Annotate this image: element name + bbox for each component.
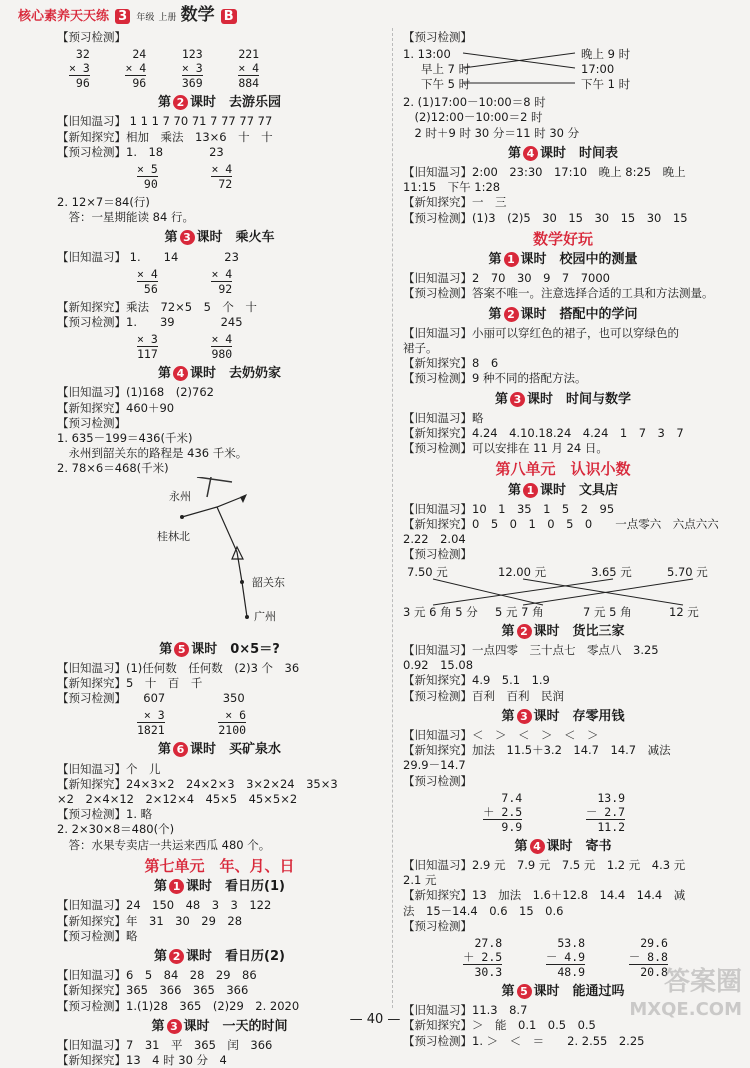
answer-line: 【预习检测】百利 百利 民润 [403,688,564,703]
lesson-heading: 第 2 课时 去游乐园 [157,95,282,111]
answer-line: 11:15 下午 1:28 [403,180,501,195]
answer-line: 【旧知温习】10 1 35 1 5 2 95 [403,501,615,516]
lesson-heading: 第 4 课时 时间表 [507,145,619,161]
match-bottom: 3 元 6 角 5 分 [403,604,478,619]
vertical-calc: 32 × 3 96 [69,47,90,91]
answer-line: 2. 12×7＝84(行) [57,195,150,210]
answer-line: 29.9－14.7 [403,758,466,773]
vertical-calc: 53.8 － 4.9 48.9 [545,935,586,979]
vertical-calc: 7.4 ＋ 2.5 9.9 [483,790,523,834]
calc-row-4 [137,332,382,361]
answer-line: 2.1 元 [403,873,437,888]
answer-line: 【旧知温习】 1. 14 23 [57,249,239,264]
answer-line: 【旧知温习】(1)168 (2)762 [57,385,214,400]
grade-label: 年级 [136,13,155,23]
answer-line: 【新知探究】4.24 4.10.18.24 4.24 1 7 3 7 [403,426,684,441]
match-right: 17:00 [581,62,615,77]
money-matching [403,565,723,619]
answer-line: 法 15－14.4 0.6 15 0.6 [403,903,564,918]
preview-label: 【预习检测】 [57,30,126,44]
answer-line: 【旧知温习】2 70 30 9 7 7000 [403,271,610,286]
lesson-heading: 第 5 课时 0×5＝? [159,641,280,657]
match-right: 晚上 9 时 [581,47,631,62]
preview-label: 【预习检测】 [403,30,472,44]
answer-line: 【新知探究】24×3×2 24×2×3 3×2×24 35×3 [57,776,338,791]
subject-title: 数学 [180,5,215,25]
lesson-heading: 第 2 课时 搭配中的学问 [488,306,638,322]
answer-line: 【预习检测】1. 18 23 [57,144,224,159]
unit-heading: 第七单元 年、月、日 [144,856,295,875]
answer-line: 【预习检测】 [403,773,472,788]
lesson-heading: 第 1 课时 校园中的测量 [488,252,638,268]
answer-line: 【预习检测】 [403,547,472,562]
edition-badge: B [221,9,237,24]
lesson-heading: 第 3 课时 一天的时间 [151,1018,288,1034]
map-label: 桂林北 [157,529,190,543]
answer-line: 【旧知温习】个 儿 [57,761,161,776]
map-label: 韶关东 [252,575,285,589]
grade-badge: 3 [115,9,130,24]
route-sketch [57,477,377,637]
vertical-calc: 27.8 ＋ 2.5 30.3 [463,935,503,979]
answer-line: 【新知探究】0 5 0 1 0 5 0 一点零六 六点六六 [403,517,719,532]
answer-line: 答：一星期能读 84 行。 [57,210,194,225]
match-top: 5.70 元 [667,564,708,579]
map-label: 广州 [254,609,276,623]
term-label: 上册 [158,13,177,23]
vertical-calc: $\frac{\times 3}{117}$ [137,332,158,362]
unit-heading: 第八单元 认识小数 [495,460,631,479]
answer-line: 答：水果专卖店一共运来西瓜 480 个。 [57,837,271,852]
answer-line: 裙子。 [403,341,438,356]
vertical-calc: $\frac{\times 4}{980}$ [211,332,233,362]
answer-line: ×2 2×4×12 2×12×4 45×5 45×5×2 [57,792,298,807]
answer-line: 【预习检测】 607 350 [57,691,245,706]
answer-line: 【旧知温习】＜ ＞ ＜ ＞ ＜ ＞ [403,727,599,742]
answer-line: 【旧知温习】略 [403,410,484,425]
match-bottom: 7 元 5 角 [583,604,632,619]
answer-line: 【旧知温习】一点四零 三十点七 零点八 3.25 [403,642,659,657]
vertical-calc: $\frac{\times 4}{72}$ [211,162,233,192]
match-left: 下午 5 时 [421,77,471,92]
left-column [57,30,382,1068]
calc-row-3 [137,267,382,296]
answer-line: 【新知探究】年 31 30 29 28 [57,913,243,928]
vertical-calc: 123 × 3 369 [181,47,203,91]
match-right: 下午 1 时 [581,77,631,92]
answer-line: 【旧知温习】11.3 8.7 [403,1003,528,1018]
answer-line: 永州到韶关东的路程是 436 千米。 [57,446,248,461]
answer-line: 【新知探究】4.9 5.1 1.9 [403,673,550,688]
answer-line: 【旧知温习】7 31 平 365 闰 366 [57,1037,273,1052]
lesson-heading: 第 1 课时 看日历(1) [154,879,285,895]
answer-line: 2 时＋9 时 30 分＝11 时 30 分 [403,125,580,140]
answer-line: 【新知探究】一 三 [403,195,507,210]
match-left: 早上 7 时 [421,62,471,77]
lesson-heading: 第 1 课时 文具店 [507,482,619,498]
unit-heading: 数学好玩 [532,229,593,248]
answer-line: 2. 2×30×8＝480(个) [57,822,175,837]
vertical-calc: $\frac{\times 4}{92}$ [211,266,233,296]
vertical-calc: 24 × 4 96 [125,47,147,91]
lesson-heading: 第 4 课时 寄书 [514,838,612,854]
answer-line: 0.92 15.08 [403,658,474,673]
answer-line: 2.22 2.04 [403,532,466,547]
answer-line: 【旧知温习】24 150 48 3 3 122 [57,898,272,913]
match-top: 7.50 元 [407,564,448,579]
map-label: 永州 [169,489,191,503]
answer-line: (2)12:00－10:00＝2 时 [403,110,543,125]
answer-line: 【旧知温习】2:00 23:30 17:10 晚上 8:25 晚上 [403,165,686,180]
answer-line: 【新知探究】460＋90 [57,400,175,415]
answer-line: 【预习检测】 [403,918,472,933]
match-top: 3.65 元 [591,564,632,579]
answer-line: 【预习检测】9 种不同的搭配方法。 [403,371,587,386]
answer-line: 【新知探究】13 加法 1.6＋12.8 14.4 14.4 减 [403,888,686,903]
vertical-calc: $\frac{\times 6}{2100}$ [218,708,247,738]
match-bottom: 5 元 7 角 [495,604,544,619]
answer-line: 【新知探究】365 366 365 366 [57,983,249,998]
match-bottom: 12 元 [669,604,699,619]
route-map [57,477,382,637]
lesson-heading: 第 2 课时 货比三家 [501,623,625,639]
answer-line: 2. 78×6＝468(千米) [57,461,169,476]
book-header [18,0,318,25]
lesson-heading: 第 6 课时 买矿泉水 [157,742,282,758]
match-top: 12.00 元 [498,564,547,579]
answer-line: 2. (1)17:00－10:00＝8 时 [403,95,546,110]
answer-line: 【预习检测】可以安排在 11 月 24 日。 [403,441,608,456]
answer-line: 【新知探究】加法 11.5＋3.2 14.7 14.7 减法 [403,743,671,758]
column-divider [392,28,393,1008]
answer-line: 【预习检测】略 [57,928,138,943]
answer-line: 【预习检测】答案不唯一。注意选择合适的工具和方法测量。 [403,286,714,301]
answer-line: 1. 635－199＝436(千米) [57,431,193,446]
answer-line: 【旧知温习】(1)任何数 任何数 (2)3 个 36 [57,660,300,675]
calc-row-2 [137,162,382,191]
lesson-heading: 第 5 课时 能通过吗 [501,983,625,999]
match-left: 1. 13:00 [403,47,451,62]
answer-line: 【新知探究】13 4 时 30 分 4 [57,1053,227,1068]
answer-line: 【新知探究】＞ 能 0.1 0.5 0.5 [403,1018,596,1033]
lesson-heading: 第 3 课时 乘火车 [164,230,275,246]
vertical-calc: 29.6 － 8.8 20.8 [628,935,668,979]
answer-line: 【预习检测】1. 39 245 [57,315,243,330]
answer-line: 【预习检测】1.(1)28 365 (2)29 2. 2020 [57,998,300,1013]
brand-title: 核心素养天天练 [18,9,110,24]
answer-line: 【旧知温习】6 5 84 28 29 86 [57,968,257,983]
page-number: — 40 — [349,1012,401,1027]
vertical-calc: $\frac{\times 3}{1821}$ [137,708,165,738]
answer-line: 【预习检测】(1)3 (2)5 30 15 30 15 30 15 [403,210,688,225]
lesson-heading: 第 2 课时 看日历(2) [154,948,285,964]
site-watermark: 答案圈 MXQE.COM [629,967,742,1020]
answer-line: 【预习检测】 [57,415,126,430]
answer-line: 【预习检测】1. ＞ ＜ ＝ 2. 2.55 2.25 [403,1033,645,1048]
answer-line: 【新知探究】相加 乘法 13×6 十 十 [57,129,273,144]
answer-line: 【旧知温习】小丽可以穿红色的裙子，也可以穿绿色的 [403,325,679,340]
answer-line: 【旧知温习】 1 1 1 7 70 71 7 77 77 77 [57,114,273,129]
answer-line: 【预习检测】1. 略 [57,807,153,822]
answer-line: 【新知探究】5 十 百 千 [57,676,203,691]
right-column [403,30,723,1049]
answer-line: 【旧知温习】2.9 元 7.9 元 7.5 元 1.2 元 4.3 元 [403,857,686,872]
lesson-heading: 第 3 课时 时间与数学 [494,391,632,407]
lesson-heading: 第 3 课时 存零用钱 [501,708,625,724]
answer-line: 【新知探究】8 6 [403,356,499,371]
time-matching [403,47,723,93]
answer-line: 【新知探究】乘法 72×5 5 个 十 [57,299,257,314]
calc-row-6 [483,791,723,834]
calc-row-5 [137,708,382,737]
vertical-calc: $\frac{\times 5}{90}$ [137,162,158,192]
calc-row-1 [69,47,382,90]
vertical-calc: 221 × 4 884 [238,47,260,91]
lesson-heading: 第 4 课时 去奶奶家 [157,366,282,382]
vertical-calc: 13.9 － 2.7 11.2 [585,790,626,834]
vertical-calc: $\frac{\times 4}{56}$ [137,266,158,296]
